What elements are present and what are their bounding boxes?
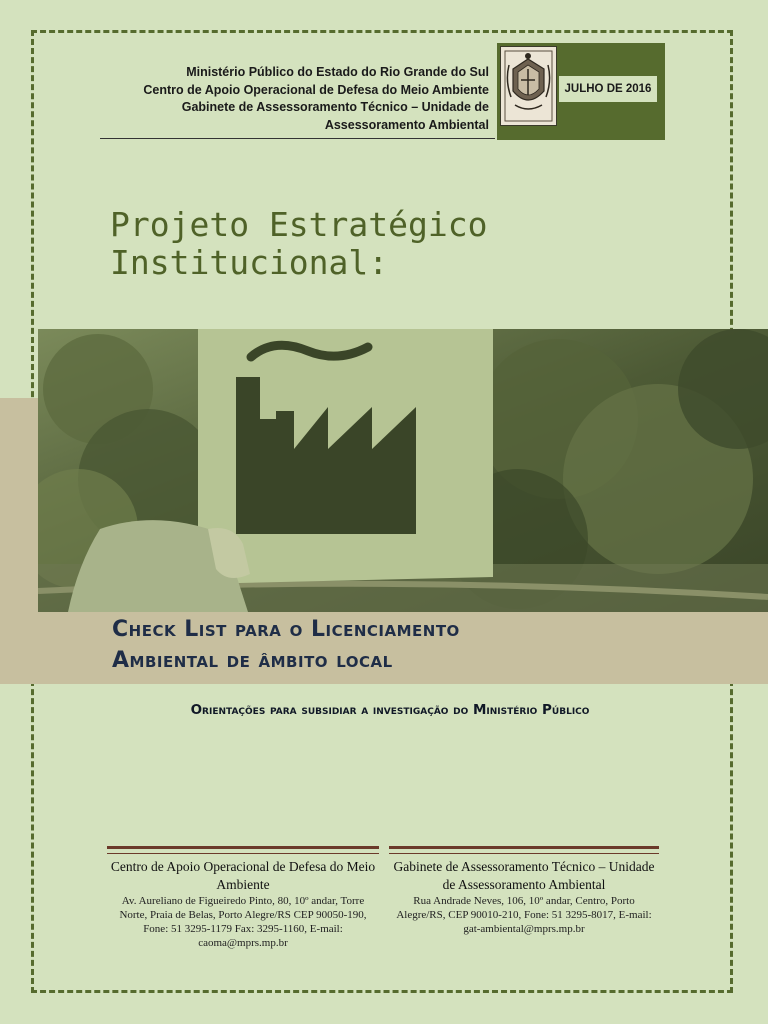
state-coat-of-arms-icon — [500, 46, 557, 126]
title-line-2: Institucional: — [110, 243, 389, 282]
contact-title: Gabinete de Assessoramento Técnico – Unidade de Assessoramento Ambiental — [393, 859, 655, 892]
header-line-3: Gabinete de Assessoramento Técnico – Unidade de — [181, 100, 489, 114]
contact-address: Rua Andrade Neves, 106, 10º andar, Centro, Porto Alegre/RS, CEP 90010-210, Fone: 51 3295-8017, E-mail: gat-ambiental@mprs.mp.br — [396, 895, 652, 935]
institution-header — [100, 64, 489, 134]
contact-address: Av. Aureliano de Figueiredo Pinto, 80, 10º andar, Torre Norte, Praia de Belas, Porto Alegre/RS CEP 90050-190, Fone: 51 3295-1179 Fax: 3295-1160, E-mail: caoma@mprs.mp.br — [119, 895, 367, 949]
publication-date: JULHO DE 2016 — [559, 76, 657, 102]
footer-contact-left — [107, 846, 379, 950]
header-line-4: Assessoramento Ambiental — [324, 117, 489, 132]
footer-rule — [107, 846, 379, 854]
cover-photo — [38, 329, 768, 612]
header-line-2: Centro de Apoio Operacional de Defesa do Meio Ambiente — [143, 82, 489, 97]
footer-contact-right — [389, 846, 659, 936]
page-title — [110, 206, 710, 282]
document-title — [112, 614, 712, 676]
footer-rule — [389, 846, 659, 854]
document-title-line-1: Check List para o Licenciamento — [112, 617, 460, 642]
title-line-1: Projeto Estratégico — [110, 205, 488, 244]
contact-title: Centro de Apoio Operacional de Defesa do Meio Ambiente — [110, 859, 376, 892]
document-subtitle: Orientações para subsidiar a investigação do Ministério Público — [190, 702, 590, 718]
document-title-line-2: Ambiental de âmbito local — [112, 648, 393, 673]
header-divider — [100, 138, 495, 139]
header-line-1: Ministério Público do Estado do Rio Grande do Sul — [186, 65, 489, 79]
